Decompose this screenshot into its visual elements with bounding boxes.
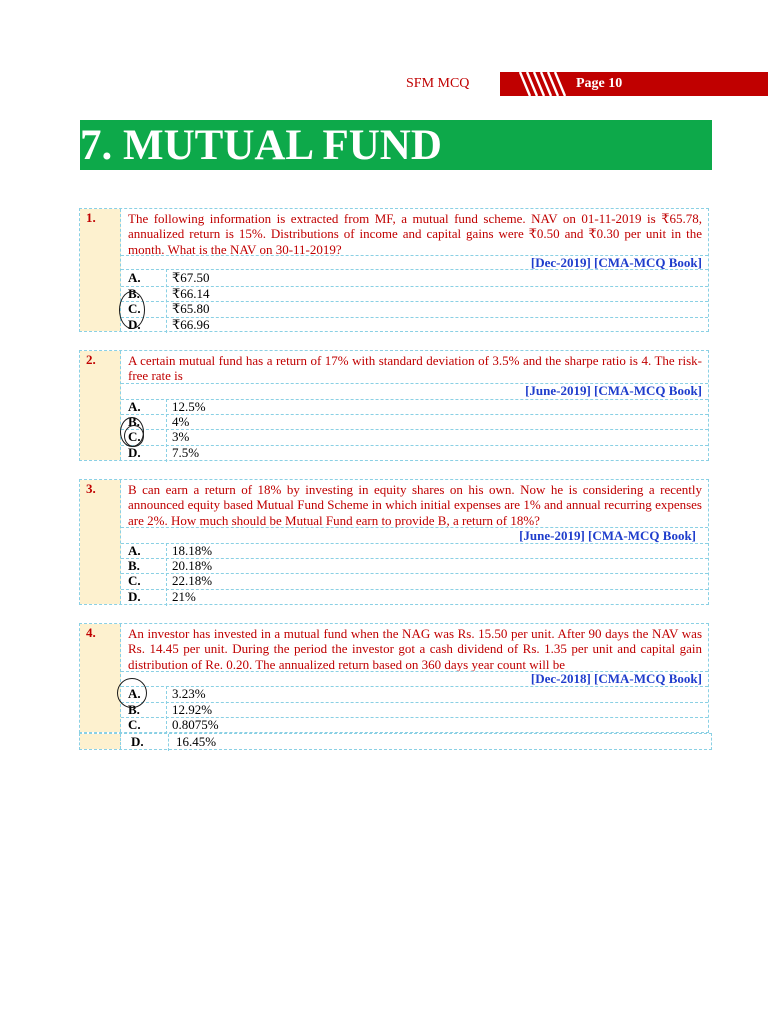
- option-label: D.: [128, 589, 141, 604]
- option-label: B.: [128, 558, 140, 573]
- option-label: D.: [128, 317, 141, 332]
- question-text: A certain mutual fund has a return of 17% with standard deviation of 3.5% and the sharpe ratio is 4. The risk-free rate is: [128, 353, 702, 384]
- option-value: 0.8075%: [172, 717, 219, 732]
- question-number: 3.: [86, 481, 96, 496]
- option-label: A.: [128, 543, 141, 558]
- option-label: C.: [128, 429, 141, 444]
- option-label: B.: [128, 414, 140, 429]
- option-value: ₹66.96: [172, 317, 210, 332]
- option-value: 4%: [172, 414, 190, 429]
- question-text: The following information is extracted from MF, a mutual fund scheme. NAV on 01-11-2019 is ₹65.78, annualized return is 15%. Distributions of income and capital gains were ₹0.50 and ₹0.30 per unit in the month. What is the NAV on 30-11-2019?: [128, 211, 702, 257]
- option-value: ₹66.14: [172, 286, 210, 301]
- question-number-cell: [80, 351, 121, 460]
- handwritten-answer-circle: [119, 291, 145, 329]
- option-value: 7.5%: [172, 445, 200, 460]
- option-label: A.: [128, 399, 141, 414]
- option-value: 3%: [172, 429, 190, 444]
- handwritten-answer-circle: [117, 678, 147, 708]
- question-3: [79, 479, 709, 605]
- option-label: D.: [131, 734, 144, 749]
- option-value: ₹65.80: [172, 301, 210, 316]
- question-4-last-row: [79, 733, 712, 750]
- question-text: An investor has invested in a mutual fund when the NAG was Rs. 15.50 per unit. After 90 days the NAV was Rs. 14.45 per unit. During the period the investor got a cash dividend of Rs. 1.35 per unit and capital gain distribution of Re. 0.20. The annualized return based on 360 days year count will be: [128, 626, 702, 672]
- question-number-cell: [80, 734, 121, 749]
- option-label: C.: [128, 717, 141, 732]
- chapter-title: 7. MUTUAL FUND: [80, 122, 442, 169]
- option-label: D.: [128, 445, 141, 460]
- question-source: [Dec-2018] [CMA-MCQ Book]: [530, 671, 702, 686]
- question-source: [June-2019] [CMA-MCQ Book]: [525, 383, 702, 398]
- option-label: A.: [128, 270, 141, 285]
- option-value: 12.5%: [172, 399, 206, 414]
- option-value: ₹67.50: [172, 270, 210, 285]
- question-number-cell: [80, 209, 121, 331]
- question-source: [June-2019] [CMA-MCQ Book]: [519, 528, 696, 543]
- option-label: B.: [128, 702, 140, 717]
- option-value: 21%: [172, 589, 196, 604]
- option-label: C.: [128, 573, 141, 588]
- option-value: 22.18%: [172, 573, 213, 588]
- question-number: 4.: [86, 625, 96, 640]
- page-number: Page 10: [576, 76, 623, 91]
- question-source: [Dec-2019] [CMA-MCQ Book]: [530, 255, 702, 270]
- question-number-cell: [80, 624, 121, 732]
- option-label: A.: [128, 686, 141, 701]
- option-value: 18.18%: [172, 543, 213, 558]
- chapter-banner: [80, 120, 712, 170]
- option-label: C.: [128, 301, 141, 316]
- option-value: 20.18%: [172, 558, 213, 573]
- question-text: B can earn a return of 18% by investing in equity shares on his own. Now he is considering a recently announced equity based Mutual Fund Scheme in which initial expenses are 1% and annual recurring expenses are 2%. How much should be Mutual Fund earn to provide B, a return of 18%?: [128, 482, 702, 528]
- question-2: [79, 350, 709, 461]
- header-label: SFM MCQ: [406, 76, 470, 91]
- question-number-cell: [80, 480, 121, 604]
- question-number: 2.: [86, 352, 96, 367]
- option-value: 16.45%: [176, 734, 217, 749]
- question-4: [79, 623, 709, 733]
- option-label: B.: [128, 286, 140, 301]
- option-value: 12.92%: [172, 702, 213, 717]
- question-number: 1.: [86, 210, 96, 225]
- handwritten-answer-circle: [124, 425, 144, 447]
- question-1: [79, 208, 709, 332]
- option-value: 3.23%: [172, 686, 206, 701]
- header-stripes: [518, 72, 568, 96]
